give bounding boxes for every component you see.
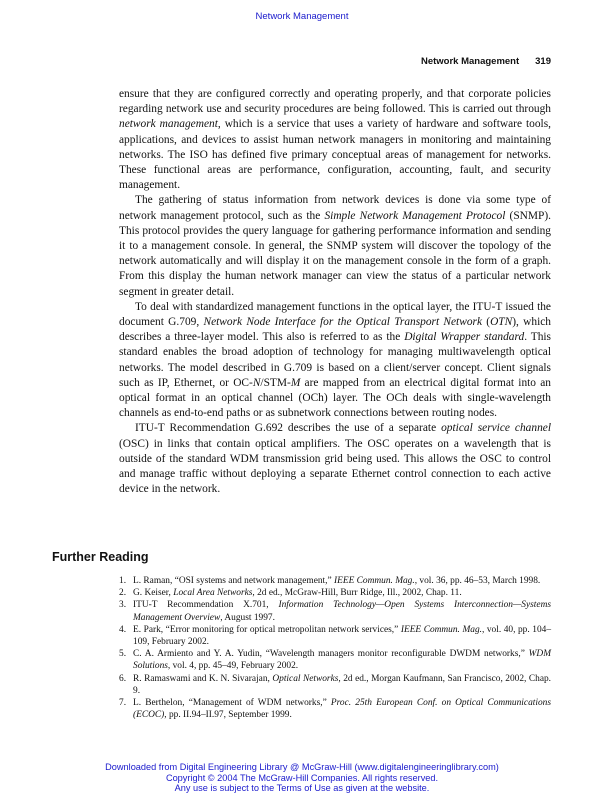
text-run: ITU-T Recommendation X.701, xyxy=(133,600,279,611)
text-run: C. A. Armiento and Y. A. Yudin, “Wavelength managers monitor reconfigurable DWDM networks,” xyxy=(133,649,529,660)
reference-number: 6. xyxy=(119,673,127,684)
copyright-notice[interactable]: Copyright © 2004 The McGraw-Hill Companies. All rights reserved. xyxy=(165,772,439,783)
emphasis: Optical Networks xyxy=(272,673,339,684)
emphasis: OTN xyxy=(490,316,513,329)
text-run: , vol. 36, pp. 46–53, March 1998. xyxy=(414,576,541,586)
text-run: . This standard enables the broad adoption of technology for managing multiwavelength optical networks. The model described in G.709 is based on a client/server concept. Client signals such as IP, Ethernet, or OC- xyxy=(119,331,551,389)
text-run: E. Park, “Error monitoring for optical metropolitan network services,” xyxy=(133,624,401,635)
text-run: G. Keiser, xyxy=(133,588,174,599)
text-run: , vol. 40, pp. 104–109, February 2002. xyxy=(133,624,552,648)
emphasis: Simple Network Management Protocol xyxy=(324,209,506,222)
terms-of-use-link[interactable]: Any use is subject to the Terms of Use as given at the website. xyxy=(174,783,430,793)
reference-number: 5. xyxy=(119,649,127,660)
reference-item xyxy=(119,648,551,672)
paragraph-2 xyxy=(119,193,551,299)
paragraph-4 xyxy=(119,421,551,497)
reference-number: 2. xyxy=(119,588,127,599)
reference-item xyxy=(119,624,551,648)
reference-number: 7. xyxy=(119,698,127,709)
section-heading: Further Reading xyxy=(52,550,149,564)
page-number: 319 xyxy=(535,56,551,67)
reference-item xyxy=(119,587,551,599)
text-run: , which is a service that uses a variety of hardware and software tools, applications, and devices to assist human network managers in monitoring and maintaining networks. The ISO has defined five primary conceptual areas of management for networks. These functional areas are performance, configuration, accounting, fault, and security management. xyxy=(119,118,551,192)
emphasis: Digital Wrapper standard xyxy=(404,331,525,344)
emphasis: Local Area Networks xyxy=(173,588,253,599)
reference-list xyxy=(119,575,551,721)
emphasis: M xyxy=(290,376,301,389)
emphasis: IEEE Commun. Mag. xyxy=(400,624,482,635)
reference-number: 1. xyxy=(119,576,127,586)
emphasis: network management xyxy=(119,118,218,131)
text-run: , 2d ed., McGraw-Hill, Burr Ridge, Ill., 2002, Chap. 11. xyxy=(252,588,462,599)
text-run: ( xyxy=(482,316,491,329)
reference-item xyxy=(119,673,551,697)
text-run: L. Raman, “OSI systems and network management,” xyxy=(133,576,334,586)
reference-item xyxy=(119,599,551,623)
text-run: , August 1997. xyxy=(220,612,275,623)
emphasis: IEEE Commun. Mag. xyxy=(334,576,415,586)
emphasis: optical service channel xyxy=(441,422,551,435)
running-header xyxy=(421,56,551,67)
paragraph-1 xyxy=(119,87,551,193)
text-run: L. Berthelon, “Management of WDM networks,” xyxy=(133,698,331,709)
text-run: , vol. 4, pp. 45–49, February 2002. xyxy=(167,661,299,672)
text-run: (OSC) in links that contain optical amplifiers. The OSC operates on a wavelength that is outside of the standard WDM transmission grid being used. This allows the OSC to control and manage traffic without deploying a separate Ethernet control connection to each active device in the network. xyxy=(119,437,551,496)
text-run: ), which describes a three-layer model. This also is referred to as the xyxy=(119,316,551,344)
emphasis: Information Technology—Open Systems Interconnection—Systems Management Overview xyxy=(133,600,551,623)
reference-number: 4. xyxy=(119,624,127,635)
download-link[interactable]: Downloaded from Digital Engineering Library @ McGraw-Hill (www.digitalengineeringlibrary.com) xyxy=(105,762,499,772)
text-run: , pp. II.94–II.97, September 1999. xyxy=(164,710,292,721)
text-run: To deal with standardized management functions in the optical layer, the ITU-T issued the document G.709, xyxy=(119,300,551,329)
text-run: ITU-T Recommendation G.692 describes the use of a separate xyxy=(135,422,442,435)
emphasis: WDM Solutions xyxy=(133,649,551,672)
reference-number: 3. xyxy=(119,600,127,611)
text-run: R. Ramaswami and K. N. Sivarajan, xyxy=(133,673,273,684)
paragraph-3 xyxy=(119,300,551,422)
text-run: ensure that they are configured correctly and operating properly, and that corporate policies regarding network use and security procedures are being followed. This is carried out through xyxy=(119,88,551,116)
text-run: (SNMP). This protocol provides the query language for gathering performance information and sending it to a management console. In general, the SNMP system will discover the topology of the network automatically and will display it on the management console in the form of a graph. From this display the human network manager can view the status of a particular network segment in greater detail. xyxy=(119,209,551,298)
top-chapter-link[interactable]: Network Management xyxy=(255,11,349,22)
emphasis: Network Node Interface for the Optical Transport Network xyxy=(203,316,483,329)
body-text xyxy=(119,87,551,497)
reference-item xyxy=(119,697,551,721)
running-title: Network Management xyxy=(420,56,520,67)
emphasis: Proc. 25th European Conf. on Optical Communications (ECOC) xyxy=(133,698,551,721)
footer xyxy=(0,762,604,794)
emphasis: N xyxy=(252,376,261,389)
text-run: , 2d ed., Morgan Kaufmann, San Francisco, 2002, Chap. 9. xyxy=(133,673,552,696)
reference-item xyxy=(119,575,551,587)
text-run: /STM- xyxy=(260,376,291,389)
text-run: The gathering of status information from network devices is done via some type of network management protocol, such as the xyxy=(119,194,551,222)
text-run: are mapped from an electrical digital format into an optical format in an optical channel (OCh) layer. The OCh deals with single-wavelength channels as end-to-end paths or as subnetwork connections between routing nodes. xyxy=(119,376,551,420)
